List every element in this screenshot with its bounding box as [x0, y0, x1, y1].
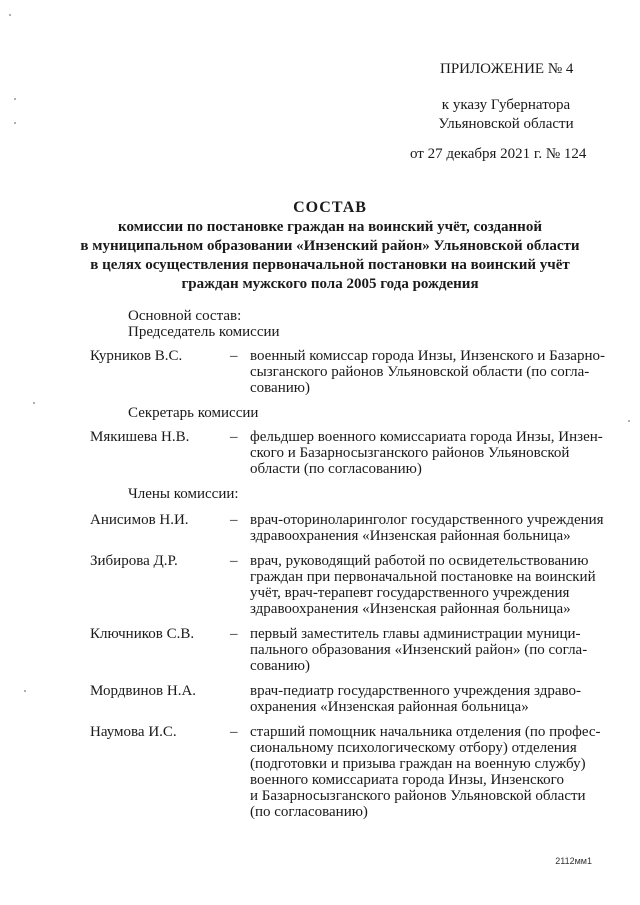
section-chairman: Председатель комиссии [128, 324, 280, 340]
member-description [250, 683, 615, 715]
title-line: граждан мужского пола 2005 года рождения [181, 276, 479, 292]
description-line: здравоохранения «Инзенская районная больница» [250, 601, 571, 617]
scan-speck [14, 122, 16, 124]
description-line: первый заместитель главы администрации муници- [250, 626, 581, 642]
member-description [250, 724, 615, 820]
member-description [250, 512, 615, 544]
dash: – [230, 626, 238, 642]
section-secretary: Секретарь комиссии [128, 405, 259, 421]
member-name: Зибирова Д.Р. [90, 553, 178, 569]
description-line: старший помощник начальника отделения (по профес- [250, 724, 601, 740]
member-description [250, 348, 615, 396]
description-line: (подготовки и призыва граждан на военную службу) [250, 756, 586, 772]
description-line: ского и Базарносызганского районов Ульяновской [250, 445, 570, 461]
title-main: СОСТАВ [293, 199, 367, 216]
member-name: Мордвинов Н.А. [90, 683, 197, 699]
member-name: Ключников С.В. [90, 626, 195, 642]
dash: – [230, 348, 238, 364]
member-description [250, 429, 615, 477]
description-line: пального образования «Инзенский район» (по согла- [250, 642, 588, 658]
description-line: военный комиссар города Инзы, Инзенского и Базарно- [250, 348, 605, 364]
dash: – [230, 724, 238, 740]
member-description [250, 553, 615, 617]
description-line: врач-оториноларинголог государственного учреждения [250, 512, 604, 528]
description-line: здравоохранения «Инзенская районная больница» [250, 528, 571, 544]
description-line: граждан при первоначальной постановке на воинский [250, 569, 596, 585]
member-name: Мякишева Н.В. [90, 429, 190, 445]
scan-speck [628, 420, 630, 422]
description-line: области (по согласованию) [250, 461, 422, 477]
title-line: в муниципальном образовании «Инзенский район» Ульяновской области [80, 238, 580, 254]
decree-date: от 27 декабря 2021 г. № 124 [410, 146, 587, 162]
decree-line-1: к указу Губернатора [441, 97, 571, 113]
description-line: врач, руководящий работой по освидетельствованию [250, 553, 589, 569]
description-line: сованию) [250, 380, 310, 396]
dash: – [230, 553, 238, 569]
title-line: в целях осуществления первоначальной постановки на воинский учёт [90, 257, 570, 273]
scan-speck [24, 690, 26, 692]
footer-code: 2112мм1 [555, 856, 592, 866]
description-line: охранения «Инзенская районная больница» [250, 699, 529, 715]
member-name: Курников В.С. [90, 348, 183, 364]
description-line: военного комиссариата города Инзы, Инзенского [250, 772, 564, 788]
member-name: Анисимов Н.И. [90, 512, 189, 528]
dash: – [230, 512, 238, 528]
dash: – [230, 429, 238, 445]
scan-speck [33, 402, 35, 404]
document-title [80, 198, 580, 294]
description-line: учёт, врач-терапевт государственного учреждения [250, 585, 570, 601]
appendix-number: ПРИЛОЖЕНИЕ № 4 [440, 61, 574, 77]
description-line: сованию) [250, 658, 310, 674]
member-description [250, 626, 615, 674]
description-line: фельдшер военного комиссариата города Инзы, Инзен- [250, 429, 603, 445]
description-line: сызганского районов Ульяновской области (по согла- [250, 364, 590, 380]
decree-line-2: Ульяновской области [438, 116, 574, 132]
scan-speck [14, 98, 16, 100]
section-members: Члены комиссии: [128, 486, 239, 502]
description-line: (по согласованию) [250, 804, 368, 820]
description-line: и Базарносызганского районов Ульяновской области [250, 788, 586, 804]
decree-reference [437, 96, 575, 134]
title-line: комиссии по постановке граждан на воинский учёт, созданной [118, 219, 542, 235]
description-line: сиональному психологическому отбору) отделения [250, 740, 577, 756]
scan-speck [9, 14, 11, 16]
description-line: врач-педиатр государственного учреждения здраво- [250, 683, 581, 699]
member-name: Наумова И.С. [90, 724, 177, 740]
section-main-composition: Основной состав: [128, 308, 242, 324]
